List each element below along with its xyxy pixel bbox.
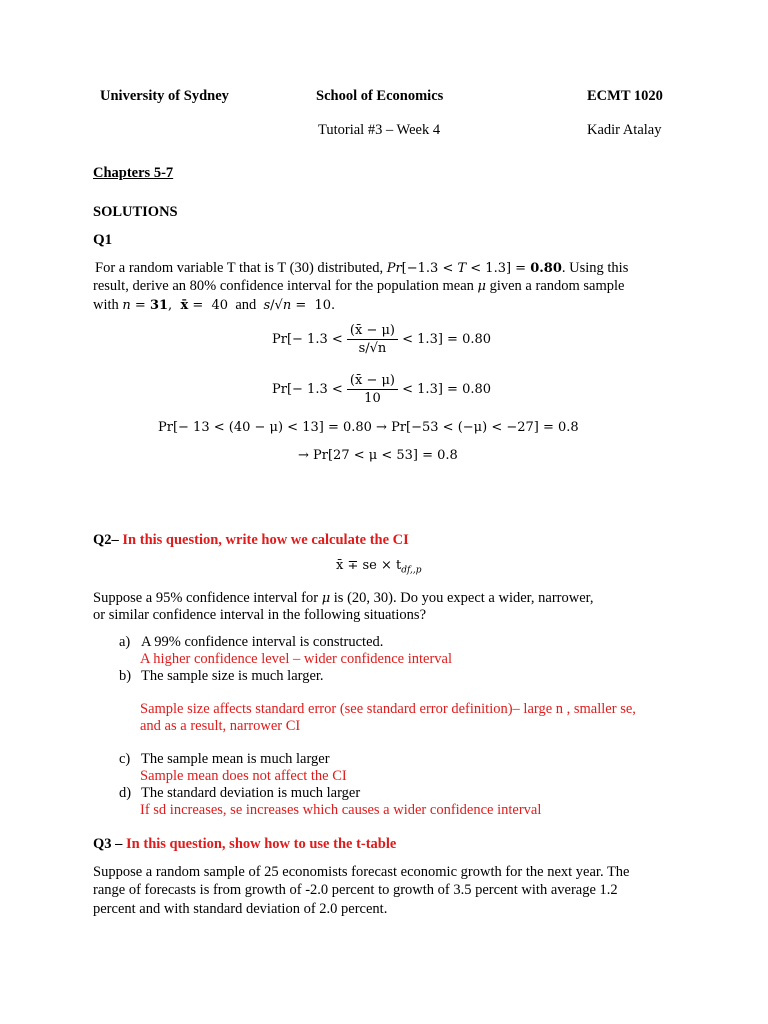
header-university: University of Sydney — [100, 88, 229, 104]
q1-label: Q1 — [93, 232, 113, 248]
q2-answer-b-line1: Sample size affects standard error (see standard error definition)– large n , smaller se, — [140, 701, 636, 717]
q2-answer-a: A higher confidence level – wider confidence interval — [140, 651, 453, 667]
q1-equation-2: Pr[− 1.3 < $\frac{(x̄ - \mu)}{10}$ < 1.3] = 0.80 — [272, 373, 492, 406]
q1-equation-4: → Pr[27 < μ < 53] = 0.8 — [298, 448, 458, 463]
header-course: ECMT 1020 — [587, 88, 663, 104]
q3-line2: range of forecasts is from growth of -2.0 percent to growth of 3.5 percent with average 1.2 — [93, 882, 618, 898]
q2-intro-line1: Suppose a 95% confidence interval for μ is (20, 30). Do you expect a wider, narrower, — [93, 590, 594, 606]
header-instructor: Kadir Atalay — [587, 122, 662, 138]
q1-line3: with n = 31, x̄ = 40 and s/√n = 10. — [93, 297, 336, 313]
q2-answer-d: If sd increases, se increases which causes a wider confidence interval — [140, 802, 542, 818]
q1-line1: For a random variable T that is T (30) distributed, Pr[−1.3 < T < 1.3] = 0.80. Using this — [95, 260, 629, 276]
q3-line1: Suppose a random sample of 25 economists forecast economic growth for the next year. The — [93, 864, 630, 880]
header-school: School of Economics — [316, 88, 444, 104]
q1-equation-3: Pr[− 13 < (40 − μ) < 13] = 0.80 → Pr[−53 < (−μ) < −27] = 0.8 — [158, 420, 579, 435]
q2-answer-b-line2: and as a result, narrower CI — [140, 718, 301, 734]
header-tutorial: Tutorial #3 – Week 4 — [318, 122, 441, 138]
q2-item-d: d) The standard deviation is much larger — [119, 785, 361, 801]
q3-heading: Q3 – In this question, show how to use the t-table — [93, 836, 397, 852]
q2-item-b: b) The sample size is much larger. — [119, 668, 324, 684]
solutions-heading: SOLUTIONS — [93, 204, 178, 220]
q2-formula: x̄ ∓ se × $t_{df,,p}$ — [336, 558, 422, 576]
q2-item-a: a) A 99% confidence interval is constructed. — [119, 634, 384, 650]
q2-intro-line2: or similar confidence interval in the following situations? — [93, 607, 427, 623]
q2-heading: Q2– In this question, write how we calculate the CI — [93, 532, 409, 548]
q3-line3: percent and with standard deviation of 2.0 percent. — [93, 901, 388, 917]
q1-line2: result, derive an 80% confidence interval for the population mean μ given a random sample — [93, 278, 625, 294]
q2-answer-c: Sample mean does not affect the CI — [140, 768, 347, 784]
q2-item-c: c) The sample mean is much larger — [119, 751, 330, 767]
chapters-heading: Chapters 5-7 — [93, 165, 174, 181]
q1-equation-1: Pr[− 1.3 < $\frac{(x̄ - \mu)}{s/√n}$ < 1.3] = 0.80 — [272, 323, 492, 356]
